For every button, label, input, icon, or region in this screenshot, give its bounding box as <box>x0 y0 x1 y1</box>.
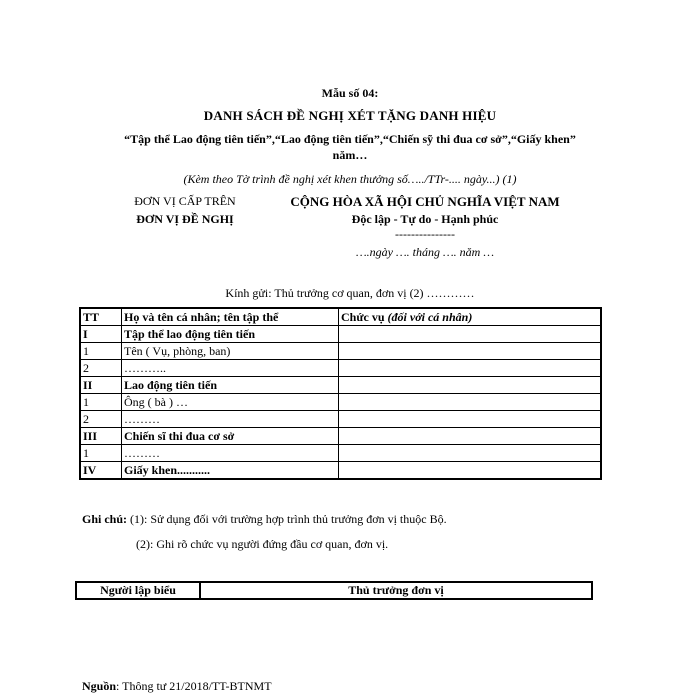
row-position <box>339 411 602 428</box>
table-row <box>80 462 601 480</box>
note-1 <box>82 512 447 527</box>
national-title: CỘNG HÒA XÃ HỘI CHỦ NGHĨA VIỆT NAM <box>290 194 560 209</box>
motto-separator: --------------- <box>395 227 455 241</box>
row-position <box>339 428 602 445</box>
document-title: DANH SÁCH ĐỀ NGHỊ XÉT TẶNG DANH HIỆU <box>203 108 497 123</box>
table-row <box>80 326 601 343</box>
header-position-note: (đối với cá nhân) <box>387 309 473 324</box>
creator-label: Người lập biểu <box>76 582 200 599</box>
note-2: (2): Ghi rõ chức vụ người đứng đầu cơ quan, đơn vị. <box>136 537 389 551</box>
row-tt: 1 <box>80 445 122 462</box>
proposing-unit-label: ĐƠN VỊ ĐỀ NGHỊ <box>136 212 234 226</box>
row-position <box>339 360 602 377</box>
row-position <box>339 394 602 411</box>
source-text: : Thông tư 21/2018/TT-BTNMT <box>116 679 272 693</box>
row-name: ……… <box>122 411 339 428</box>
header-tt: TT <box>80 308 122 326</box>
note-1-text: (1): Sử dụng đối với trường hợp trình thủ trưởng đơn vị thuộc Bộ. <box>127 512 447 526</box>
row-position <box>339 377 602 394</box>
nominee-table <box>79 307 602 480</box>
row-name: Tên ( Vụ, phòng, ban) <box>122 343 339 360</box>
row-name: Chiến sĩ thi đua cơ sở <box>122 428 339 445</box>
row-position <box>339 343 602 360</box>
table-row <box>80 377 601 394</box>
subtitle-line-2: năm… <box>332 148 368 162</box>
signature-row <box>76 582 592 599</box>
header-name: Họ và tên cá nhân; tên tập thể <box>122 308 339 326</box>
table-row <box>80 428 601 445</box>
form-number: Mẫu số 04: <box>321 86 379 100</box>
row-tt: III <box>80 428 122 445</box>
row-tt: 1 <box>80 343 122 360</box>
row-name: ……… <box>122 445 339 462</box>
greeting: Kính gửi: Thủ trưởng cơ quan, đơn vị (2) ………… <box>225 286 475 300</box>
source-line <box>82 679 272 694</box>
national-motto: Độc lập - Tự do - Hạnh phúc <box>351 212 499 226</box>
note-label: Ghi chú: <box>82 512 128 526</box>
attachment-note: (Kèm theo Tờ trình đề nghị xét khen thưởng số…../TTr-.... ngày...) (1) <box>183 172 517 186</box>
row-name: ……….. <box>122 360 339 377</box>
row-position <box>339 462 602 480</box>
table-row <box>80 394 601 411</box>
row-position <box>339 326 602 343</box>
parent-unit-label: ĐƠN VỊ CẤP TRÊN <box>134 194 236 208</box>
table-row <box>80 411 601 428</box>
row-tt: IV <box>80 462 122 480</box>
row-name: Ông ( bà ) … <box>122 394 339 411</box>
row-tt: II <box>80 377 122 394</box>
row-tt: 2 <box>80 411 122 428</box>
row-tt: I <box>80 326 122 343</box>
row-tt: 1 <box>80 394 122 411</box>
table-row <box>80 445 601 462</box>
row-position <box>339 445 602 462</box>
source-label: Nguồn <box>82 679 117 693</box>
signature-table <box>75 581 593 600</box>
date-line: ….ngày …. tháng …. năm … <box>355 245 494 259</box>
table-header-row <box>80 308 601 326</box>
row-tt: 2 <box>80 360 122 377</box>
header-position-label: Chức vụ <box>341 309 388 324</box>
row-name: Giấy khen........... <box>122 462 339 480</box>
document-subtitle <box>60 131 640 163</box>
table-row <box>80 360 601 377</box>
table-row <box>80 343 601 360</box>
row-name: Lao động tiên tiến <box>122 377 339 394</box>
header-position <box>339 308 602 326</box>
row-name: Tập thể lao động tiên tiến <box>122 326 339 343</box>
head-label: Thủ trưởng đơn vị <box>200 582 592 599</box>
subtitle-line-1: “Tập thể Lao động tiên tiến”,“Lao động tiên tiến”,“Chiến sỹ thi đua cơ sở”,“Giấy khen” <box>124 132 576 146</box>
